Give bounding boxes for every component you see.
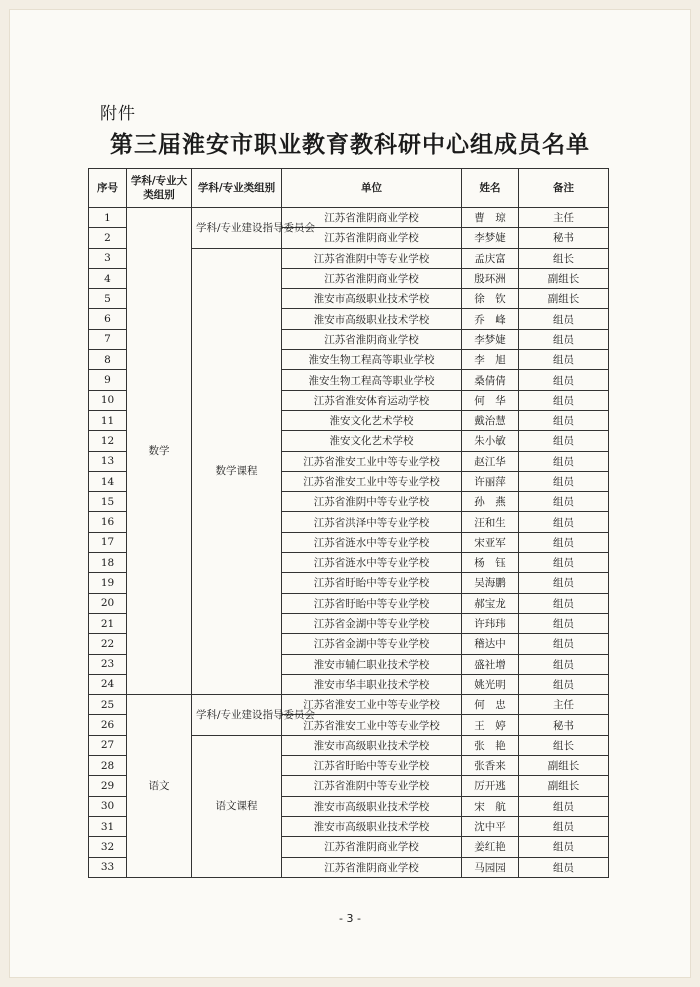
- row-seq: 23: [89, 654, 127, 674]
- row-remark: 组员: [519, 654, 609, 674]
- row-name: 李梦婕: [462, 329, 519, 349]
- sub-group-cell: 语文课程: [192, 735, 282, 877]
- row-remark: 组员: [519, 410, 609, 430]
- row-remark: 组员: [519, 390, 609, 410]
- row-seq: 30: [89, 796, 127, 816]
- member-roster-table: [88, 168, 609, 878]
- row-seq: 9: [89, 370, 127, 390]
- row-unit: 江苏省淮阴商业学校: [282, 208, 462, 228]
- row-remark: 组员: [519, 796, 609, 816]
- row-unit: 淮安市高级职业技术学校: [282, 816, 462, 836]
- row-seq: 6: [89, 309, 127, 329]
- row-unit: 江苏省淮阴商业学校: [282, 268, 462, 288]
- row-name: 殷环洲: [462, 268, 519, 288]
- row-name: 许玮玮: [462, 613, 519, 633]
- major-group-cell: 数学: [127, 208, 192, 695]
- row-unit: 江苏省淮阴商业学校: [282, 837, 462, 857]
- row-seq: 29: [89, 776, 127, 796]
- row-seq: 12: [89, 431, 127, 451]
- row-unit: 江苏省盱眙中等专业学校: [282, 573, 462, 593]
- row-seq: 2: [89, 228, 127, 248]
- row-seq: 24: [89, 674, 127, 694]
- row-name: 桑倩倩: [462, 370, 519, 390]
- row-seq: 32: [89, 837, 127, 857]
- row-remark: 组员: [519, 857, 609, 877]
- row-unit: 江苏省淮安工业中等专业学校: [282, 471, 462, 491]
- row-unit: 淮安文化艺术学校: [282, 431, 462, 451]
- document-title: 第三届淮安市职业教育教科研中心组成员名单: [110, 132, 590, 158]
- row-seq: 28: [89, 756, 127, 776]
- row-unit: 江苏省淮阴中等专业学校: [282, 248, 462, 268]
- row-name: 马园园: [462, 857, 519, 877]
- row-name: 朱小敏: [462, 431, 519, 451]
- row-remark: 组员: [519, 613, 609, 633]
- row-seq: 27: [89, 735, 127, 755]
- row-unit: 淮安市华丰职业技术学校: [282, 674, 462, 694]
- row-name: 赵江华: [462, 451, 519, 471]
- row-unit: 江苏省淮安工业中等专业学校: [282, 451, 462, 471]
- row-seq: 18: [89, 553, 127, 573]
- sub-group-cell: 学科/专业建设指导委员会: [192, 208, 282, 249]
- row-remark: 副组长: [519, 268, 609, 288]
- row-unit: 江苏省盱眙中等专业学校: [282, 756, 462, 776]
- row-name: 徐 钦: [462, 289, 519, 309]
- row-seq: 11: [89, 410, 127, 430]
- row-remark: 组员: [519, 532, 609, 552]
- row-remark: 组长: [519, 735, 609, 755]
- row-seq: 26: [89, 715, 127, 735]
- row-name: 何 忠: [462, 695, 519, 715]
- row-name: 孟庆富: [462, 248, 519, 268]
- row-remark: 副组长: [519, 756, 609, 776]
- row-name: 郝宝龙: [462, 593, 519, 613]
- row-name: 姜红艳: [462, 837, 519, 857]
- row-remark: 组员: [519, 471, 609, 491]
- row-remark: 组员: [519, 451, 609, 471]
- row-remark: 副组长: [519, 289, 609, 309]
- header-unit: 单位: [282, 169, 462, 208]
- row-seq: 31: [89, 816, 127, 836]
- row-seq: 25: [89, 695, 127, 715]
- row-unit: 江苏省淮安工业中等专业学校: [282, 695, 462, 715]
- table-row: [89, 208, 609, 228]
- row-unit: 淮安市高级职业技术学校: [282, 289, 462, 309]
- header-major-group: 学科/专业大类组别: [127, 169, 192, 208]
- row-remark: 组员: [519, 370, 609, 390]
- row-seq: 16: [89, 512, 127, 532]
- row-name: 姚光明: [462, 674, 519, 694]
- row-remark: 组员: [519, 674, 609, 694]
- row-seq: 10: [89, 390, 127, 410]
- row-remark: 主任: [519, 695, 609, 715]
- row-name: 张香来: [462, 756, 519, 776]
- row-name: 宋 航: [462, 796, 519, 816]
- row-unit: 淮安文化艺术学校: [282, 410, 462, 430]
- row-unit: 江苏省淮阴中等专业学校: [282, 776, 462, 796]
- row-remark: 组员: [519, 350, 609, 370]
- row-name: 李 旭: [462, 350, 519, 370]
- row-seq: 22: [89, 634, 127, 654]
- row-seq: 4: [89, 268, 127, 288]
- row-name: 稽达中: [462, 634, 519, 654]
- row-unit: 江苏省淮安工业中等专业学校: [282, 715, 462, 735]
- row-name: 沈中平: [462, 816, 519, 836]
- row-unit: 江苏省涟水中等专业学校: [282, 553, 462, 573]
- row-name: 盛社增: [462, 654, 519, 674]
- row-unit: 江苏省金湖中等专业学校: [282, 634, 462, 654]
- row-remark: 组员: [519, 329, 609, 349]
- row-name: 王 婷: [462, 715, 519, 735]
- header-seq: 序号: [89, 169, 127, 208]
- page-number: - 3 -: [339, 912, 361, 925]
- row-name: 曹 琼: [462, 208, 519, 228]
- row-unit: 淮安生物工程高等职业学校: [282, 370, 462, 390]
- row-seq: 20: [89, 593, 127, 613]
- row-unit: 江苏省淮安体育运动学校: [282, 390, 462, 410]
- row-unit: 淮安生物工程高等职业学校: [282, 350, 462, 370]
- row-seq: 19: [89, 573, 127, 593]
- row-remark: 组员: [519, 553, 609, 573]
- row-unit: 江苏省淮阴商业学校: [282, 228, 462, 248]
- row-remark: 主任: [519, 208, 609, 228]
- row-name: 吴海鹏: [462, 573, 519, 593]
- row-seq: 7: [89, 329, 127, 349]
- row-seq: 21: [89, 613, 127, 633]
- row-name: 杨 钰: [462, 553, 519, 573]
- sub-group-cell: 数学课程: [192, 248, 282, 695]
- row-unit: 淮安市高级职业技术学校: [282, 735, 462, 755]
- attachment-label: 附件: [100, 104, 136, 124]
- row-unit: 江苏省淮阴商业学校: [282, 857, 462, 877]
- row-seq: 15: [89, 492, 127, 512]
- row-name: 厉开逃: [462, 776, 519, 796]
- sub-group-cell: 学科/专业建设指导委员会: [192, 695, 282, 736]
- row-name: 李梦婕: [462, 228, 519, 248]
- row-seq: 1: [89, 208, 127, 228]
- row-unit: 淮安市高级职业技术学校: [282, 309, 462, 329]
- row-name: 孙 燕: [462, 492, 519, 512]
- row-name: 张 艳: [462, 735, 519, 755]
- row-seq: 14: [89, 471, 127, 491]
- row-remark: 组员: [519, 573, 609, 593]
- row-unit: 淮安市高级职业技术学校: [282, 796, 462, 816]
- major-group-cell: 语文: [127, 695, 192, 878]
- header-sub-group: 学科/专业类组别: [192, 169, 282, 208]
- row-seq: 5: [89, 289, 127, 309]
- row-remark: 副组长: [519, 776, 609, 796]
- row-name: 乔 峰: [462, 309, 519, 329]
- row-remark: 组员: [519, 837, 609, 857]
- header-name: 姓名: [462, 169, 519, 208]
- row-name: 宋亚军: [462, 532, 519, 552]
- table-row: [89, 695, 609, 715]
- row-unit: 江苏省淮阴商业学校: [282, 329, 462, 349]
- row-unit: 江苏省洪泽中等专业学校: [282, 512, 462, 532]
- row-remark: 组员: [519, 593, 609, 613]
- row-seq: 13: [89, 451, 127, 471]
- row-remark: 组员: [519, 634, 609, 654]
- row-name: 何 华: [462, 390, 519, 410]
- row-seq: 17: [89, 532, 127, 552]
- row-unit: 淮安市辅仁职业技术学校: [282, 654, 462, 674]
- row-remark: 秘书: [519, 715, 609, 735]
- row-name: 汪和生: [462, 512, 519, 532]
- row-seq: 3: [89, 248, 127, 268]
- row-seq: 8: [89, 350, 127, 370]
- row-name: 戴治慧: [462, 410, 519, 430]
- row-remark: 组长: [519, 248, 609, 268]
- row-unit: 江苏省金湖中等专业学校: [282, 613, 462, 633]
- row-seq: 33: [89, 857, 127, 877]
- row-remark: 组员: [519, 492, 609, 512]
- table-header-row: [89, 169, 609, 208]
- row-unit: 江苏省盱眙中等专业学校: [282, 593, 462, 613]
- row-remark: 组员: [519, 309, 609, 329]
- row-unit: 江苏省淮阴中等专业学校: [282, 492, 462, 512]
- row-unit: 江苏省涟水中等专业学校: [282, 532, 462, 552]
- row-remark: 组员: [519, 816, 609, 836]
- row-name: 许丽萍: [462, 471, 519, 491]
- row-remark: 组员: [519, 431, 609, 451]
- row-remark: 组员: [519, 512, 609, 532]
- header-remark: 备注: [519, 169, 609, 208]
- row-remark: 秘书: [519, 228, 609, 248]
